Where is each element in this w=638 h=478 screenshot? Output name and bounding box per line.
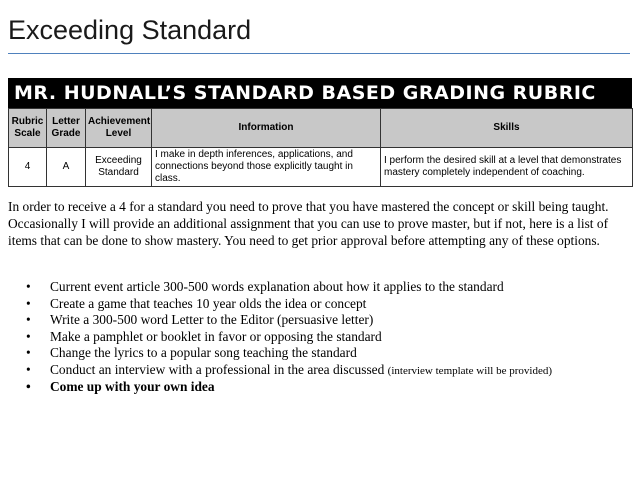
rubric-header-row (9, 109, 633, 148)
mastery-options-list (20, 279, 630, 396)
cell-rubric-scale: 4 (9, 148, 47, 187)
cell-letter-grade: A (47, 148, 86, 187)
instructions-paragraph: In order to receive a 4 for a standard you need to prove that you have mastered the concept or skill being taught. Occasionally I will provide an additional assignment that you can use to prove master, but if not, here is a list of items that can be done to show mastery. You need to get prior approval before attempting any of these options. (8, 199, 609, 248)
header-achievement-level: Achievement Level (86, 109, 152, 148)
bullet-icon: • (26, 345, 31, 360)
page-title: Exceeding Standard (8, 15, 252, 45)
list-item: • Write a 300-500 word Letter to the Editor (persuasive letter) (26, 312, 374, 327)
cell-achievement-level: Exceeding Standard (86, 148, 152, 187)
header-rubric-scale: Rubric Scale (9, 109, 47, 148)
rubric-table (8, 108, 633, 187)
list-item: • Change the lyrics to a popular song teaching the standard (26, 345, 357, 360)
bullet-icon: • (26, 379, 31, 394)
title-divider (8, 53, 630, 54)
bullet-icon: • (26, 295, 31, 311)
cell-information: I make in depth inferences, applications, and connections beyond those explicitly taught in class. (152, 148, 381, 187)
rubric-banner: MR. HUDNALL’S STANDARD BASED GRADING RUBRIC (8, 78, 632, 108)
interview-note: (interview template will be provided) (387, 364, 553, 377)
list-item: • Create a game that teaches 10 year olds the idea or concept (26, 295, 367, 311)
list-item: • Make a pamphlet or booklet in favor or opposing the standard (26, 328, 382, 344)
bullet-icon: • (26, 312, 31, 327)
bullet-icon: • (26, 328, 31, 344)
list-item-own-idea: • Come up with your own idea (26, 379, 215, 394)
header-letter-grade: Letter Grade (47, 109, 86, 148)
cell-skills: I perform the desired skill at a level that demonstrates mastery completely independent of coaching. (381, 148, 633, 187)
header-skills: Skills (381, 109, 633, 148)
bullet-icon: • (26, 361, 31, 377)
list-item: • Current event article 300-500 words explanation about how it applies to the standard (26, 279, 504, 294)
header-information: Information (152, 109, 381, 148)
list-item-interview: • Conduct an interview with a professional in the area discussed (interview template will be provided) (26, 361, 553, 377)
bullet-icon: • (26, 279, 31, 294)
table-row (9, 148, 633, 187)
